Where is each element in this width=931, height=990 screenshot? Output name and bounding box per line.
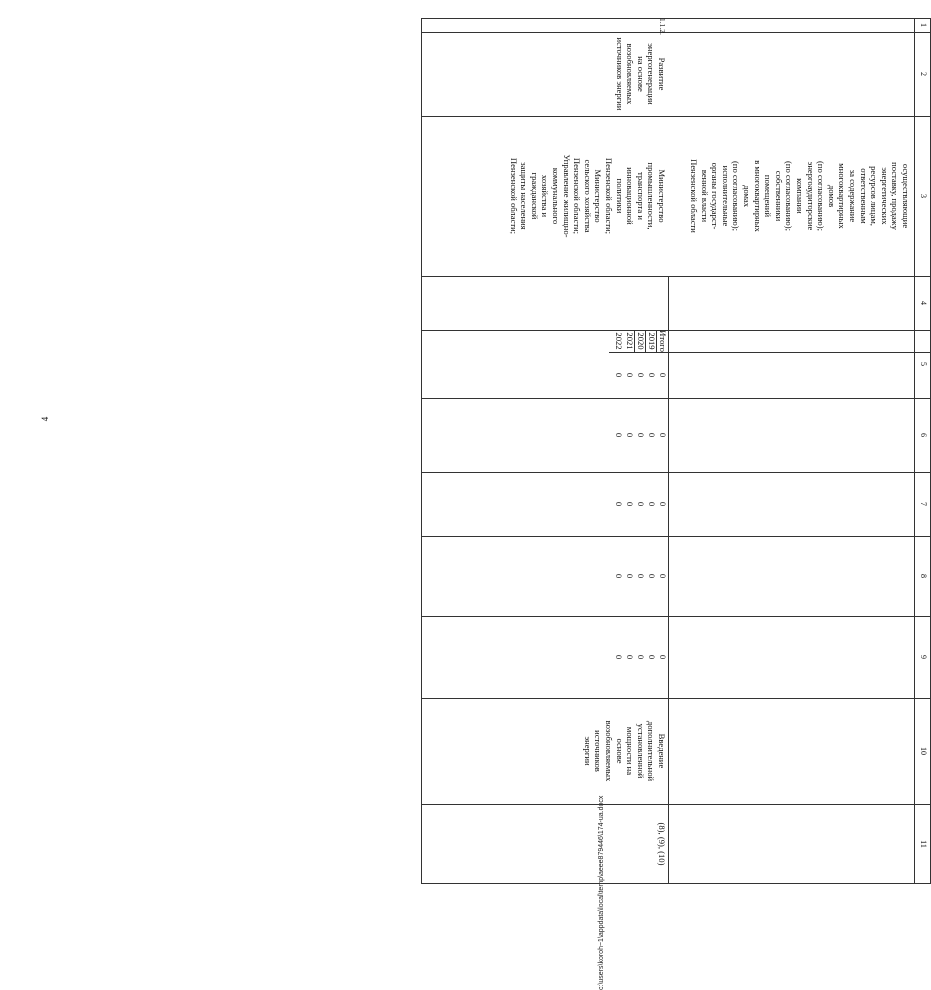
executor-line: собственники	[773, 170, 784, 222]
measure-name-line: на основе	[635, 56, 646, 92]
executor-line: за содержание	[848, 169, 859, 223]
executor-line: (по согласованию);	[816, 161, 827, 231]
indicator-cell	[582, 698, 667, 804]
year-value: 0	[647, 372, 657, 378]
year-label: 2021	[625, 332, 635, 350]
year-value: 0	[636, 573, 646, 579]
year-value: 0	[625, 501, 635, 507]
year-value: 0	[658, 573, 668, 579]
executor-line: органы государст-	[710, 162, 721, 230]
year-label: 2022	[614, 332, 624, 350]
executor-line: Управление жилищно-	[561, 154, 572, 238]
executor-line: сельского хозяйства	[582, 159, 593, 233]
year-label: 2019	[647, 332, 657, 350]
executor-line: Пензенской области;	[604, 157, 615, 235]
rotated-sheet	[65, 18, 928, 884]
year-value: 0	[647, 573, 657, 579]
executor-line: (по согласованию);	[731, 161, 742, 231]
year-value: 0	[636, 432, 646, 438]
executor-line: энергетических	[879, 167, 890, 225]
executor-line: (по согласованию);	[784, 161, 795, 231]
executor-line: венной власти	[699, 169, 710, 223]
footer-path-text: c:\users\koroh~1\appdata\local\temp\aeee879446\174-ua.docx	[598, 795, 605, 990]
year-label: 2020	[636, 332, 646, 350]
indicator-line: Введение	[657, 733, 667, 769]
executor-line: поставку, продажу	[890, 162, 901, 230]
measure-name-cell	[614, 32, 667, 116]
executor-line: ответственным	[858, 168, 869, 224]
executor-line: исполнительные	[720, 165, 731, 227]
executor-line: Министерство	[657, 169, 667, 223]
row-number: 1.1.2.	[658, 18, 667, 35]
year-value: 0	[658, 654, 668, 660]
year-value: 0	[658, 501, 668, 507]
col-header-7: 7	[919, 502, 928, 506]
year-value: 0	[658, 432, 668, 438]
col-header-8: 8	[919, 574, 928, 578]
col-header-9: 9	[919, 655, 928, 659]
indicator-line: возобновляемых	[604, 720, 615, 782]
measure-name-line: источников энергии	[614, 37, 625, 111]
measure-name-line: возобновляемых	[625, 43, 636, 105]
indicator-line: установленной	[635, 723, 646, 779]
year-value: 0	[647, 501, 657, 507]
year-value: 0	[636, 501, 646, 507]
executor-line: защиты населения	[519, 162, 530, 230]
year-value: 0	[658, 372, 668, 378]
measure-name-line: энергогенерации	[646, 43, 657, 105]
page-number: 4	[40, 416, 50, 422]
executor-line: ресурсов лицам,	[869, 166, 880, 226]
year-value: 0	[625, 432, 635, 438]
col-header-10: 10	[919, 747, 928, 755]
year-value: 0	[614, 372, 624, 378]
executor-line: помещений	[763, 174, 774, 218]
executor-line: Министерство	[593, 169, 604, 223]
col-header-4: 4	[919, 301, 928, 305]
year-value: 0	[625, 654, 635, 660]
year-value: 0	[636, 372, 646, 378]
program-table	[421, 18, 931, 884]
indicator-line: энергии	[582, 736, 593, 766]
executor-line: многоквартирных	[837, 163, 848, 229]
executor-line: Пензенской области	[689, 159, 700, 233]
col-header-1: 1	[919, 23, 928, 27]
executor-line: компании	[795, 178, 806, 214]
executor-line: осуществляющие	[901, 163, 911, 229]
col-header-2: 2	[919, 72, 928, 76]
col-header-11: 11	[919, 840, 928, 848]
indicator-line: дополнительной	[646, 720, 657, 782]
year-value: 0	[636, 654, 646, 660]
indicator-line: источников	[593, 730, 604, 772]
col-header-3: 3	[919, 194, 928, 198]
executor-line: энергоаудиторские	[805, 161, 816, 231]
year-value: 0	[614, 501, 624, 507]
col-header-6: 6	[919, 433, 928, 437]
executor-line: промышленности,	[646, 162, 657, 230]
year-value: 0	[614, 432, 624, 438]
measure-name-line: Развитие	[657, 57, 667, 91]
executor-line: Пензенской области;	[572, 157, 583, 235]
continued-executors-cell	[689, 116, 911, 276]
executor-line: инновационной	[625, 167, 636, 225]
executors-cell	[508, 116, 667, 276]
links-cell: (8), (9), (10)	[657, 822, 667, 866]
year-value: 0	[614, 573, 624, 579]
executor-line: домов	[826, 184, 837, 208]
executor-line: коммунального	[551, 167, 562, 225]
executor-line: в многоквартирных	[752, 160, 763, 232]
year-value: 0	[647, 654, 657, 660]
executor-line: домах	[742, 185, 753, 207]
year-label: Итого	[658, 330, 668, 352]
executor-line: политики	[614, 178, 625, 214]
col-header-5: 5	[919, 362, 928, 366]
year-value: 0	[625, 372, 635, 378]
indicator-line: мощности на	[625, 726, 636, 776]
executor-line: гражданской	[529, 172, 540, 220]
year-value: 0	[647, 432, 657, 438]
executor-line: Пензенской области;	[508, 157, 519, 235]
year-value: 0	[625, 573, 635, 579]
executor-line: транспорта и	[635, 172, 646, 220]
executor-line: хозяйства и	[540, 174, 551, 218]
indicator-line: основе	[614, 738, 625, 764]
year-value: 0	[614, 654, 624, 660]
